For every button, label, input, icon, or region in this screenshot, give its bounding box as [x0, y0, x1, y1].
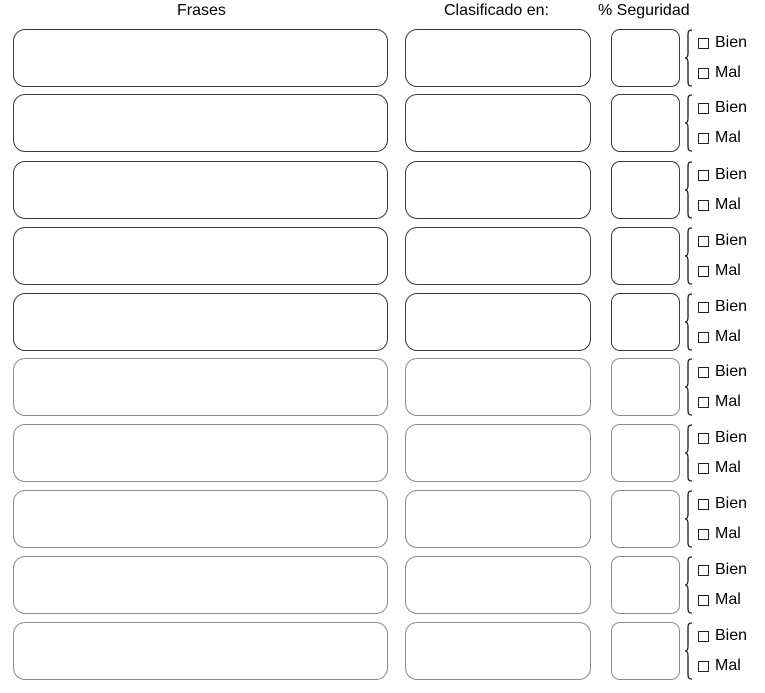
- checkbox-icon[interactable]: [698, 463, 709, 474]
- curly-brace-icon: [684, 227, 694, 285]
- checkbox-icon[interactable]: [698, 595, 709, 606]
- frase-field[interactable]: [13, 29, 388, 87]
- clasificado-field[interactable]: [405, 94, 591, 152]
- clasificado-field[interactable]: [405, 490, 591, 548]
- clasificado-field[interactable]: [405, 227, 591, 285]
- seguridad-field[interactable]: [611, 94, 680, 152]
- mal-checkbox[interactable]: [698, 590, 741, 610]
- checkbox-icon[interactable]: [698, 565, 709, 576]
- mal-checkbox[interactable]: [698, 128, 741, 148]
- bien-checkbox[interactable]: [698, 362, 747, 382]
- mal-checkbox[interactable]: [698, 63, 741, 83]
- seguridad-field[interactable]: [611, 490, 680, 548]
- checkbox-icon[interactable]: [698, 433, 709, 444]
- form-row: [0, 490, 765, 550]
- bien-checkbox[interactable]: [698, 626, 747, 646]
- form-row: [0, 227, 765, 287]
- bien-checkbox[interactable]: [698, 428, 747, 448]
- form-row: [0, 29, 765, 89]
- seguridad-field[interactable]: [611, 556, 680, 614]
- mal-checkbox[interactable]: [698, 458, 741, 478]
- bien-checkbox[interactable]: [698, 231, 747, 251]
- bien-label: Bien: [715, 34, 748, 51]
- frase-field[interactable]: [13, 424, 388, 482]
- curly-brace-icon: [684, 358, 694, 416]
- bien-label: Bien: [715, 232, 748, 249]
- bien-checkbox[interactable]: [698, 165, 747, 185]
- bien-label: Bien: [715, 298, 748, 315]
- checkbox-icon[interactable]: [698, 397, 709, 408]
- frase-field[interactable]: [13, 490, 388, 548]
- mal-checkbox[interactable]: [698, 327, 741, 347]
- clasificado-field[interactable]: [405, 358, 591, 416]
- seguridad-field[interactable]: [611, 293, 680, 351]
- curly-brace-icon: [684, 424, 694, 482]
- form-row: [0, 293, 765, 353]
- curly-brace-icon: [684, 161, 694, 219]
- bien-label: Bien: [715, 99, 748, 116]
- form-row: [0, 424, 765, 484]
- checkbox-icon[interactable]: [698, 170, 709, 181]
- mal-label: Mal: [715, 64, 741, 81]
- curly-brace-icon: [684, 293, 694, 351]
- clasificado-field[interactable]: [405, 424, 591, 482]
- mal-label: Mal: [715, 591, 741, 608]
- seguridad-field[interactable]: [611, 227, 680, 285]
- frase-field[interactable]: [13, 556, 388, 614]
- form-row: [0, 358, 765, 418]
- checkbox-icon[interactable]: [698, 631, 709, 642]
- checkbox-icon[interactable]: [698, 661, 709, 672]
- seguridad-field[interactable]: [611, 161, 680, 219]
- header-frases: Frases: [177, 2, 226, 19]
- frase-field[interactable]: [13, 94, 388, 152]
- seguridad-field[interactable]: [611, 622, 680, 680]
- frase-field[interactable]: [13, 622, 388, 680]
- bien-checkbox[interactable]: [698, 494, 747, 514]
- curly-brace-icon: [684, 622, 694, 680]
- bien-checkbox[interactable]: [698, 560, 747, 580]
- curly-brace-icon: [684, 490, 694, 548]
- bien-checkbox[interactable]: [698, 98, 747, 118]
- bien-label: Bien: [715, 429, 748, 446]
- mal-label: Mal: [715, 393, 741, 410]
- checkbox-icon[interactable]: [698, 332, 709, 343]
- bien-label: Bien: [715, 627, 748, 644]
- frase-field[interactable]: [13, 227, 388, 285]
- curly-brace-icon: [684, 94, 694, 152]
- mal-checkbox[interactable]: [698, 195, 741, 215]
- form-row: [0, 622, 765, 682]
- bien-label: Bien: [715, 166, 748, 183]
- mal-checkbox[interactable]: [698, 261, 741, 281]
- checkbox-icon[interactable]: [698, 266, 709, 277]
- checkbox-icon[interactable]: [698, 68, 709, 79]
- mal-label: Mal: [715, 459, 741, 476]
- mal-checkbox[interactable]: [698, 524, 741, 544]
- mal-checkbox[interactable]: [698, 392, 741, 412]
- mal-label: Mal: [715, 129, 741, 146]
- checkbox-icon[interactable]: [698, 200, 709, 211]
- bien-label: Bien: [715, 561, 748, 578]
- clasificado-field[interactable]: [405, 622, 591, 680]
- header-clasificado: Clasificado en:: [444, 2, 549, 19]
- clasificado-field[interactable]: [405, 29, 591, 87]
- mal-label: Mal: [715, 328, 741, 345]
- frase-field[interactable]: [13, 293, 388, 351]
- form-row: [0, 94, 765, 154]
- bien-label: Bien: [715, 495, 748, 512]
- clasificado-field[interactable]: [405, 556, 591, 614]
- mal-checkbox[interactable]: [698, 656, 741, 676]
- form-row: [0, 556, 765, 616]
- bien-checkbox[interactable]: [698, 297, 747, 317]
- checkbox-icon[interactable]: [698, 529, 709, 540]
- clasificado-field[interactable]: [405, 293, 591, 351]
- frase-field[interactable]: [13, 358, 388, 416]
- checkbox-icon[interactable]: [698, 236, 709, 247]
- bien-checkbox[interactable]: [698, 33, 747, 53]
- curly-brace-icon: [684, 556, 694, 614]
- frase-field[interactable]: [13, 161, 388, 219]
- mal-label: Mal: [715, 525, 741, 542]
- header-seguridad: % Seguridad: [598, 2, 690, 19]
- mal-label: Mal: [715, 262, 741, 279]
- checkbox-icon[interactable]: [698, 302, 709, 313]
- checkbox-icon[interactable]: [698, 103, 709, 114]
- checkbox-icon[interactable]: [698, 133, 709, 144]
- checkbox-icon[interactable]: [698, 367, 709, 378]
- checkbox-icon[interactable]: [698, 499, 709, 510]
- seguridad-field[interactable]: [611, 358, 680, 416]
- seguridad-field[interactable]: [611, 29, 680, 87]
- curly-brace-icon: [684, 29, 694, 87]
- mal-label: Mal: [715, 657, 741, 674]
- bien-label: Bien: [715, 363, 748, 380]
- seguridad-field[interactable]: [611, 424, 680, 482]
- clasificado-field[interactable]: [405, 161, 591, 219]
- form-row: [0, 161, 765, 221]
- checkbox-icon[interactable]: [698, 38, 709, 49]
- mal-label: Mal: [715, 196, 741, 213]
